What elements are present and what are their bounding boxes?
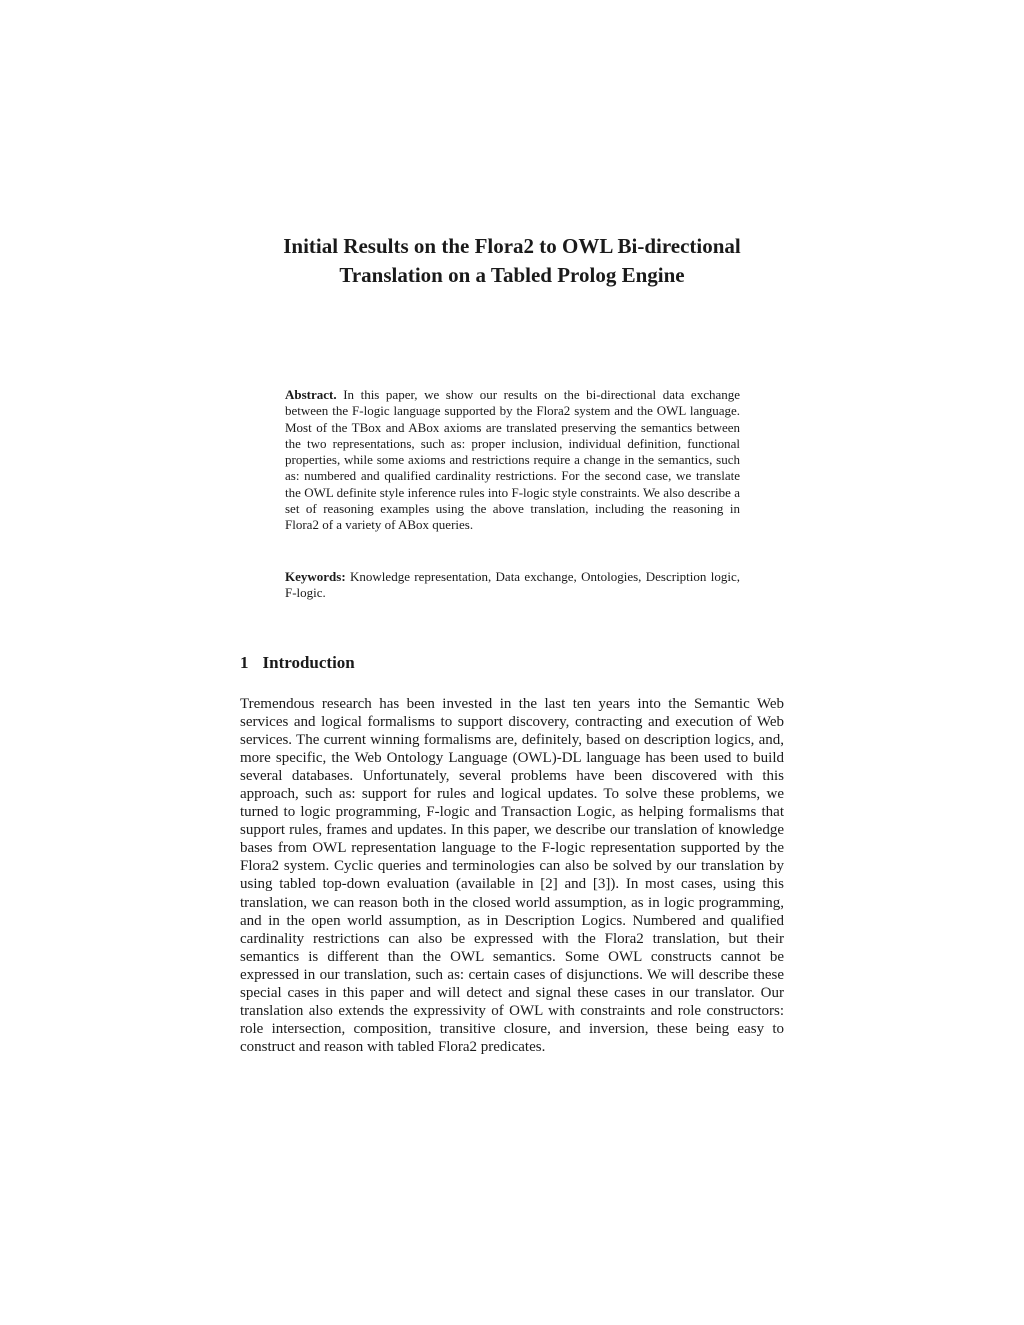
keywords-label: Keywords: <box>285 569 346 584</box>
paper-title-line-1: Initial Results on the Flora2 to OWL Bi-directional <box>283 234 741 258</box>
section-heading-introduction <box>240 652 355 674</box>
paper-title <box>200 232 824 290</box>
introduction-paragraph: Tremendous research has been invested in the last ten years into the Semantic Web services and logical formalisms to support discovery, contracting and execution of Web services. The current winning formalisms are, definitely, based on description logics, and, more specific, the Web Ontology Language (OWL)-DL language has been used to build several databases. Unfortunately, several problems have been discovered with this approach, such as: support for rules and logical updates. To solve these problems, we turned to logic programming, F-logic and Transaction Logic, as helping formalisms that support rules, frames and updates. In this paper, we describe our translation of knowledge bases from OWL representation language to the F-logic representation supported by the Flora2 system. Cyclic queries and terminologies can also be solved by our translation by using tabled top-down evaluation (available in [2] and [3]). In most cases, using this translation, we can reason both in the closed world assumption, as in logic programming, and in the open world assumption, as in Description Logics. Numbered and qualified cardinality restrictions can also be expressed with the Flora2 translation, but their semantics is different than the OWL semantics. Some OWL constructs cannot be expressed in our translation, such as: certain cases of disjunctions. We will describe these special cases in this paper and will detect and signal these cases in our translator. Our translation also extends the expressivity of OWL with constraints and role constructors: role intersection, composition, transitive closure, and inversion, these being easy to construct and reason with tabled Flora2 predicates. <box>240 696 784 1055</box>
section-title: Introduction <box>262 653 355 672</box>
keywords <box>285 569 740 602</box>
paper-title-line-2: Translation on a Tabled Prolog Engine <box>339 263 685 287</box>
abstract-label: Abstract. <box>285 387 337 402</box>
abstract <box>285 387 740 534</box>
section-number: 1 <box>240 653 249 672</box>
abstract-text: In this paper, we show our results on the bi-directional data exchange between the F-logic language supported by the Flora2 system and the OWL language. Most of the TBox and ABox axioms are translated preserving the semantics between the two representations, such as: proper inclusion, individual definition, functional properties, while some axioms and restrictions require a change in the semantics, such as: numbered and qualified cardinality restrictions. For the second case, we translate the OWL definite style inference rules into F-logic style constraints. We also describe a set of reasoning examples using the above translation, including the reasoning in Flora2 of a variety of ABox queries. <box>285 387 741 533</box>
keywords-text: Knowledge representation, Data exchange, Ontologies, Description logic, F-logic. <box>285 569 740 601</box>
